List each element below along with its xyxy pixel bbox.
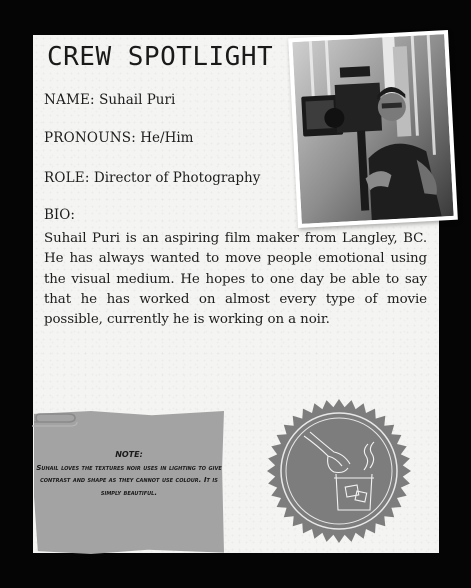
note-body: Suhail loves the textures noir uses in lighting to give contrast and shape as they cannot use colour. It is simply beautiful. xyxy=(36,462,222,497)
pronouns-label: PRONOUNS: xyxy=(44,130,136,146)
bio-text: Suhail Puri is an aspiring film maker from Langley, BC. He has always wanted to move people emotional using the visual medium. He hopes to one day be able to say that he has worked on almost every type of movie possible, currently he is working on a noir. xyxy=(44,231,427,328)
pronouns-field xyxy=(44,130,193,146)
portrait-photo-icon xyxy=(288,30,458,228)
page-title: CREW SPOTLIGHT xyxy=(47,42,274,72)
paperclip-icon xyxy=(30,413,78,431)
pronouns-value: He/Him xyxy=(140,130,194,146)
role-value: Director of Photography xyxy=(93,170,261,186)
name-value: Suhail Puri xyxy=(99,92,176,108)
role-field xyxy=(44,170,260,186)
name-label: NAME: xyxy=(44,92,95,108)
note-title: NOTE: xyxy=(115,450,143,459)
bio-label: BIO: xyxy=(44,207,75,223)
note-text-block xyxy=(36,449,222,499)
whiskey-glass-badge-icon xyxy=(266,398,412,544)
name-field xyxy=(44,92,175,108)
role-label: ROLE: xyxy=(44,170,90,186)
